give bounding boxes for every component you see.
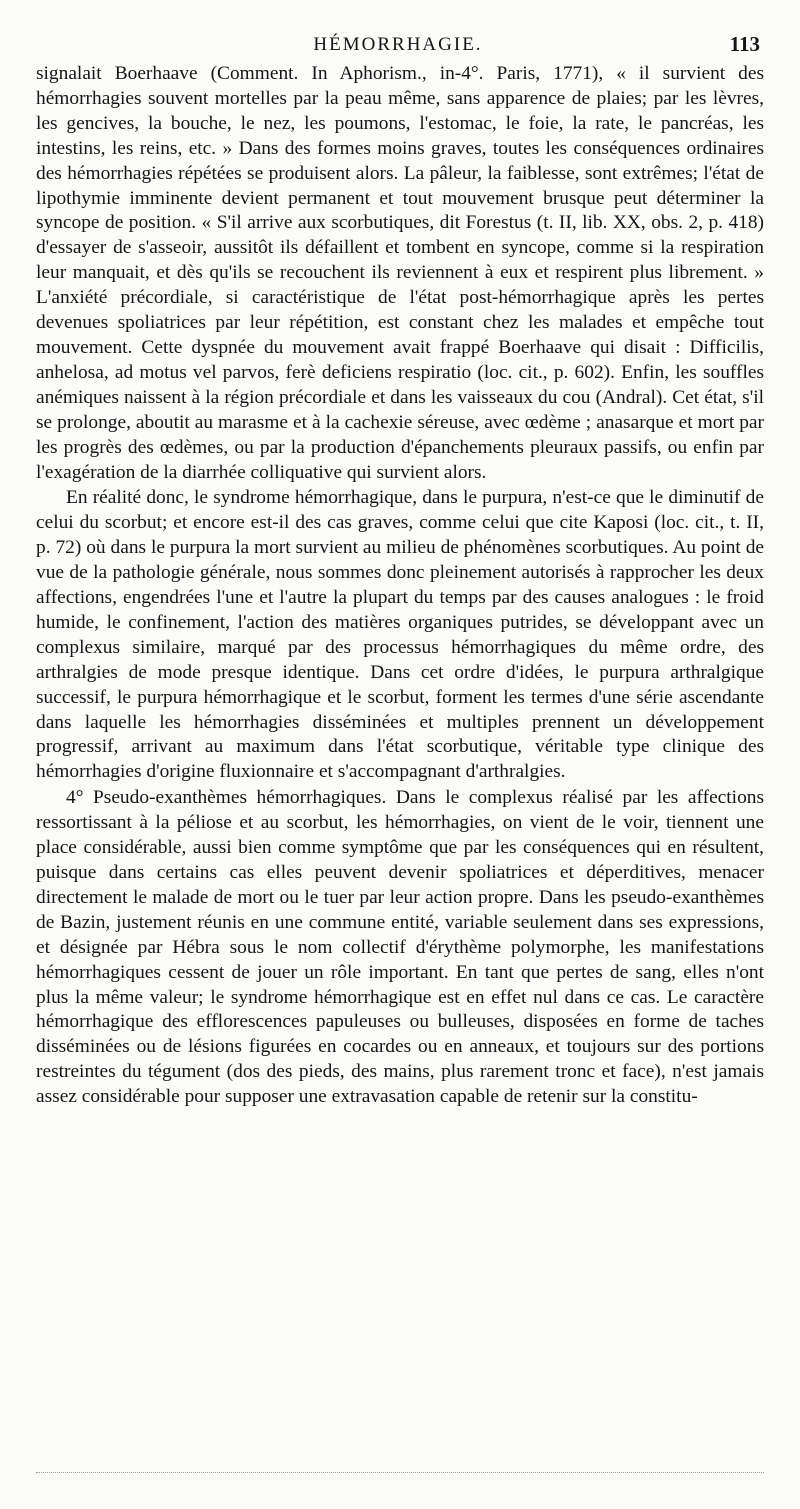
running-head — [36, 30, 760, 60]
paragraph-pseudo-exanthemes: 4° Pseudo-exanthèmes hémorrhagiques. Dans le complexus réalisé par les affections ressortissant à la péliose et au scorbut, les hémorrhagies, on vient de le voir, tiennent une place considérable, aussi bien comme symptôme que par les conséquences qui en résultent, puisque dans certains cas elles peuvent devenir spoliatrices et déperditives, menacer directement le malade de mort ou le tuer par leur action propre. Dans les pseudo-exanthèmes de Bazin, justement réunis en une commune entité, variable seulement dans ses expressions, et désignée par Hébra sous le nom collectif d'érythème polymorphe, les manifestations hémorrhagiques cessent de jouer un rôle important. En tant que pertes de sang, elles n'ont plus la même valeur; le syndrome hémorrhagique est en effet nul dans ce cas. Le caractère hémorrhagique des efflorescences papuleuses ou bulleuses, disposées en forme de taches disséminées ou de lésions figurées en cocardes ou en anneaux, et toujours sur des portions restreintes du tégument (dos des pieds, des mains, plus rarement tronc et face), n'est jamais assez considérable pour supposer une extravasation capable de retenir sur la constitu- — [36, 787, 764, 1108]
footer-rule — [36, 1472, 764, 1473]
running-title: HÉMORRHAGIE. — [313, 34, 483, 55]
page-number: 113 — [729, 32, 760, 56]
paragraph-continuation: signalait Boerhaave (Comment. In Aphorism., in-4°. Paris, 1771), « il survient des hémorrhagies souvent mortelles par la peau même, sans apparence de plaies; par les lèvres, les gencives, la bouche, le nez, les poumons, l'estomac, le foie, la rate, le pancréas, les intestins, les reins, etc. » Dans des formes moins graves, toutes les conséquences ordinaires des hémorrhagies répétées se produisent alors. La pâleur, la faiblesse, sont extrêmes; l'état de lipothymie imminente devient permanent et tout mouvement brusque peut déterminer la syncope de position. « S'il arrive aux scorbutiques, dit Forestus (t. II, lib. XX, obs. 2, p. 418) d'essayer de s'asseoir, aussitôt ils défaillent et tombent en syncope, comme si la respiration leur manquait, et dès qu'ils se recouchent ils reviennent à eux et respirent plus librement. » L'anxiété précordiale, si caractéristique de l'état post-hémorrhagique après les pertes devenues spoliatrices par leur répétition, est constant chez les malades et empêche tout mouvement. Cette dyspnée du mouvement avait frappé Boerhaave qui disait : Difficilis, anhelosa, ad motus vel parvos, ferè deficiens respiratio (loc. cit., p. 602). Enfin, les souffles anémiques naissent à la région précordiale et dans les vaisseaux du cou (Andral). Cet état, s'il se prolonge, aboutit au marasme et à la cachexie séreuse, avec œdème ; anasarque et mort par les progrès des œdèmes, ou par la production d'épanchements pleuraux passifs, ou enfin par l'exagération de la diarrhée colliquative qui survient alors. — [36, 63, 764, 483]
paragraph-syndrome: En réalité donc, le syndrome hémorrhagique, dans le purpura, n'est-ce que le diminutif de celui du scorbut; et encore est-il des cas graves, comme celui que cite Kaposi (loc. cit., t. II, p. 72) où dans le purpura la mort survient au milieu de phénomènes scorbutiques. Au point de vue de la pathologie générale, nous sommes donc pleinement autorisés à rapprocher les deux affections, engendrées l'une et l'autre la plupart du temps par des causes analogues : le froid humide, le confinement, l'action des matières organiques putrides, se développant avec un complexus similaire, marqué par des processus hémorrhagiques du même ordre, des arthralgies de mode presque identique. Dans cet ordre d'idées, le purpura arthralgique successif, le purpura hémorrhagique et le scorbut, forment les termes d'une série ascendante dans laquelle les hémorrhagies disséminées et multiples prennent un développement progressif, arrivant au maximum dans l'état scorbutique, véritable type clinique des hémorrhagies d'origine fluxionnaire et s'accompagnant d'arthralgies. — [36, 487, 764, 783]
body-text — [36, 62, 764, 1110]
